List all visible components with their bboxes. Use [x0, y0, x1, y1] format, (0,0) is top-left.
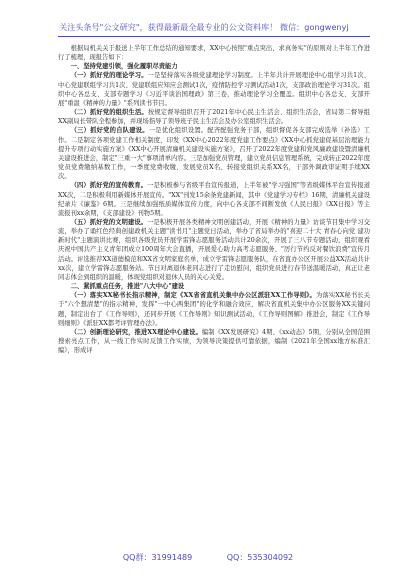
- section-2-heading: 二、紧抓重点任务，推进"八大中心"建设: [70, 283, 185, 291]
- paragraph-org-life-body: 按规定督导组织召开了2021年中心民主生活会、组织生活会，省局第二督导组XX副局长带队全程参加，并现场指导了领导班子民主生活会及办公室组织生活会。: [58, 109, 370, 126]
- paragraph-team-building: [58, 126, 370, 181]
- paragraph-theory-study: [58, 71, 370, 108]
- paragraph-org-life: [58, 108, 370, 126]
- paragraph-work-guide: [58, 291, 370, 328]
- paragraph-theory-center-heading: （二）创新理论研究，推进XX理论中心建设。: [70, 328, 202, 336]
- footer-qq: QQ：535304092: [226, 553, 294, 562]
- paragraph-civility-heading: （五）抓好党的文明建设。: [70, 218, 148, 226]
- paragraph-work-guide-body: 为落实XX秘书长关于"六个想清楚"的指示精神，发挥"一中心两集团"的化学和融合效应，解决省直机关集中办公区服务XX关键问题，制定出台了《工作导则》，还同步开展《工作导则》知识测试活动，《工作导则图解》推进会，制定《工作导则细则》《派驻XX都考评管理办法》。: [58, 292, 370, 327]
- footer-contact: [58, 552, 358, 563]
- paragraph-civility: [58, 218, 370, 282]
- paragraph-theory-study-body: 一是坚持落实各级党建理论学习制度。上半年共计开展理论中心组学习共1次、中心党建联组学习共1次、党建联组应知应会测试1次，疫情防控学习测试活动1次，支部政治理论学习31次。组织中心各总支、支部专题学习《习近平谈治国理政》第三卷，推动理论学习全覆盖。组织中心各总支、支部开展"重温《精神的力量》"系列读书节目。: [58, 72, 370, 107]
- paragraph-work-guide-heading: （一）落实XX秘书长指示精神，制定《XX省省直机关集中办公区派驻XX工作导则》。: [70, 292, 316, 300]
- paragraph-team-building-heading: （三）抓好党的自队建设。: [70, 127, 149, 135]
- intro-paragraph: 根据局机关关于报送上半年工作总结的通知要求，XX中心按照"重点突出、求真务实"的原则对上半年工作进行了梳理，现报告如下：: [58, 45, 370, 62]
- paragraph-civility-body: 一是积极开展各类精神文明创建活动，开展《精神的力量》访谈节目集中学习交流，举办了诵红色经典创建政机关主题"读书月"主题党日活动，举办了省局举办的"喜迎二十大 青春心向党 建功新时代"主题演讲比赛，组织各级党员开展学雷锋志愿服务活动共计20余次，开展了三八节专题活动，组织观看庆祝中国共产主义青年团成立100周年大会直播，开展爱心助力高考志愿服务、"厉行节约反对餐饮浪费"宣传月活动。评选推荐XX道德模范和XX省文明家庭名单，成立学雷锋志愿服务队，在省直办公区开展公益XX活动共计xx次，建立学雷锋志愿服务站。节日对离退休老同志进行了走访慰问，组织党员进行春节送温暖活动，真正让老同志体会到组织的温暖，体现党组织对退休人员的关心关爱。: [58, 218, 370, 281]
- paragraph-org-life-heading: （二）抓好党的组织生活。: [70, 109, 148, 117]
- document-body: [58, 44, 370, 536]
- paragraph-team-building-body: 一是优化组织设置。配齐配强党务干部，组织督促各支部完成选举（补选）工作。二是制定各项党建工作相关制度，印发《XX中心2022年度党建工作要点》《XX中心抓党建促基层治理能力提升专项行动实施方案》《XX中心开展清廉机关建设实施方案》，召开了2022年度党建和党风廉政建设暨清廉机关建设推进会，制定"三重一大"事项清单内容。三是加强党员管理，建立党员信息管理系统，完成转正2022年度党员党费缴纳基数工作，一季度党费收缴、发展党员X名、转接党组织关系XX名，干部外调政审证明手续XX次。: [58, 127, 370, 181]
- paragraph-theory-center-body: 编制《XX发展研究》4期、《xx动态》5期，分别从全国范围搜索亮点工作，从一线工作实时反馈工作实绩，为领导决策提供可靠依据，编制《2021年全国xx地方标准汇编》，形成评: [58, 328, 370, 355]
- paragraph-theory-study-heading: （一）抓好党的理论学习。: [70, 72, 148, 80]
- footer-qq-group: QQ群：31991489: [122, 553, 193, 562]
- paragraph-theory-center: [58, 328, 370, 355]
- header-divider: [58, 36, 370, 37]
- section-1-heading: 一、坚持党建引领，强化履职尽责能力: [70, 63, 178, 71]
- paragraph-publicity-body: 一是积极参与省级平台宣传报道，上半年被"学习强国"等省级媒体平台宣传报道XX次，二是积极利用新媒体开展宣传。"XX"刊发15余条党建新闻，其中《党建学习专栏》16期，清廉机关建设纪录片《廉鉴》6期。三是继续加强纸质媒体宣传力度，向中心各支部不间断发放《人民日报》《XX日报》等主流报刊xx余期，《支部建设》刊物5期。: [58, 182, 370, 217]
- paragraph-publicity-heading: （四）抓好党的宣传教育。: [70, 182, 148, 190]
- header-banner: 关注头条号"公文研究"，获得最新最全最专业的公文资料库！ 微信：gongwenyj: [59, 23, 349, 32]
- paragraph-publicity: [58, 181, 370, 218]
